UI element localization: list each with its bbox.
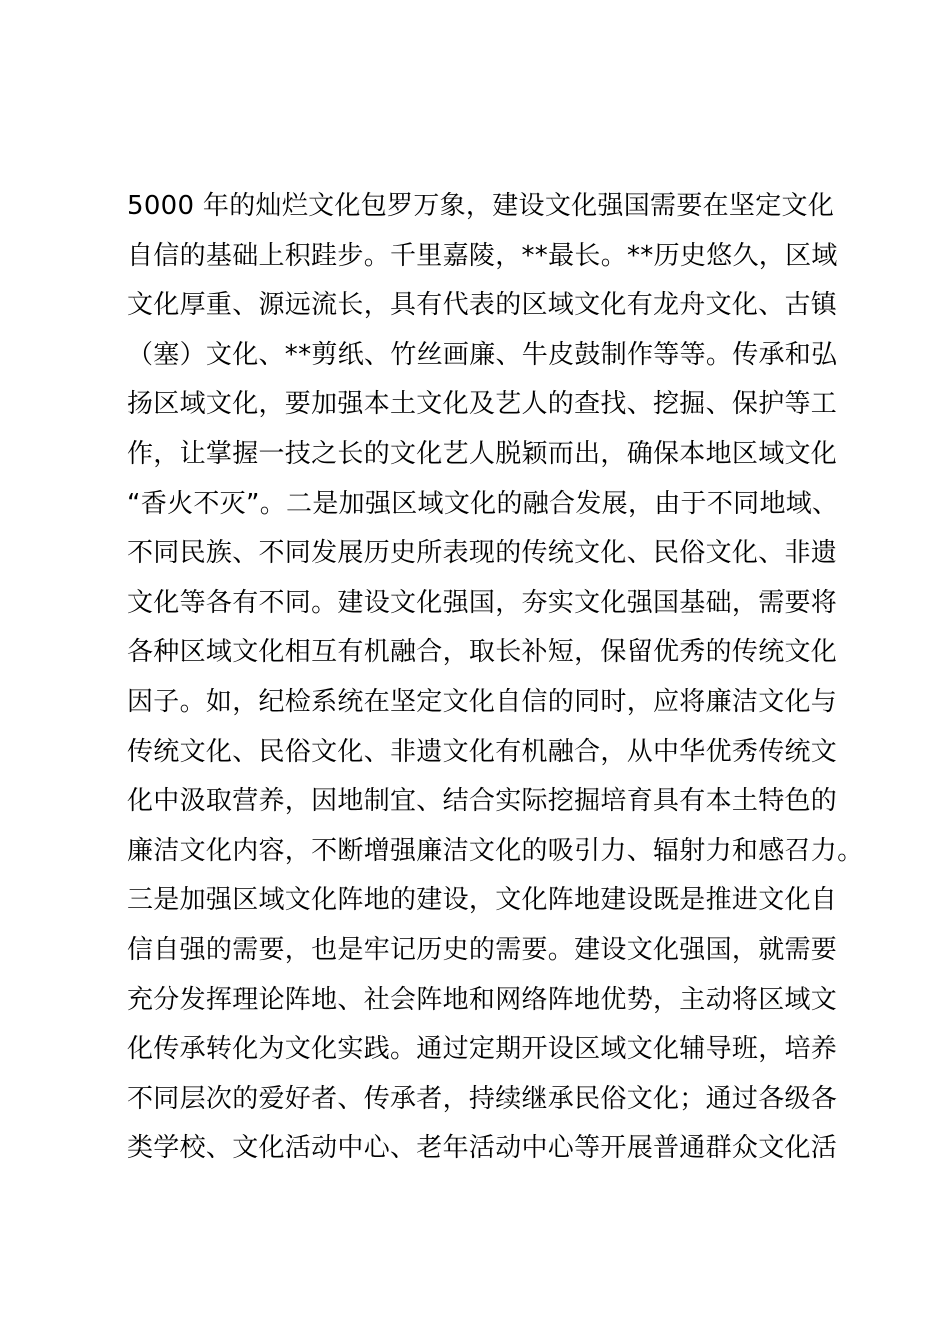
text-line: 廉洁文化内容，不断增强廉洁文化的吸引力、辐射力和感召力。 xyxy=(127,835,864,866)
text-line: 三是加强区域文化阵地的建设，文化阵地建设既是推进文化自 xyxy=(127,885,838,916)
text-line: 作，让掌握一技之长的文化艺人脱颖而出，确保本地区域文化 xyxy=(127,438,838,469)
text-line: 类学校、文化活动中心、老年活动中心等开展普通群众文化活 xyxy=(127,1133,838,1164)
text-line: 文化等各有不同。建设文化强国，夯实文化强国基础，需要将 xyxy=(127,587,838,618)
text-line: “香火不灭”。二是加强区域文化的融合发展，由于不同地域、 xyxy=(127,488,839,519)
text-line: 信自强的需要，也是牢记历史的需要。建设文化强国，就需要 xyxy=(127,934,838,965)
text-line: 化中汲取营养，因地制宜、结合实际挖掘培育具有本土特色的 xyxy=(127,786,838,817)
text-line: 不同民族、不同发展历史所表现的传统文化、民俗文化、非遗 xyxy=(127,538,838,569)
text-line: 自信的基础上积跬步。千里嘉陵，**最长。**历史悠久，区域 xyxy=(127,240,838,271)
text-line: （塞）文化、**剪纸、竹丝画廉、牛皮鼓制作等等。传承和弘 xyxy=(127,339,838,370)
text-line: 各种区域文化相互有机融合，取长补短，保留优秀的传统文化 xyxy=(127,637,838,668)
text-line: 充分发挥理论阵地、社会阵地和网络阵地优势，主动将区域文 xyxy=(127,984,838,1015)
body-text xyxy=(127,182,864,1174)
text-line: 文化厚重、源远流长，具有代表的区域文化有龙舟文化、古镇 xyxy=(127,290,838,321)
text-line: 因子。如，纪检系统在坚定文化自信的同时，应将廉洁文化与 xyxy=(127,686,838,717)
text-line: 不同层次的爱好者、传承者，持续继承民俗文化；通过各级各 xyxy=(127,1083,838,1114)
text-line: 扬区域文化，要加强本土文化及艺人的查找、挖掘、保护等工 xyxy=(127,389,838,420)
text-line: 化传承转化为文化实践。通过定期开设区域文化辅导班，培养 xyxy=(127,1034,838,1065)
text-line: 5000 年的灿烂文化包罗万象，建设文化强国需要在坚定文化 xyxy=(127,191,835,221)
text-line: 传统文化、民俗文化、非遗文化有机融合，从中华优秀传统文 xyxy=(127,736,838,767)
